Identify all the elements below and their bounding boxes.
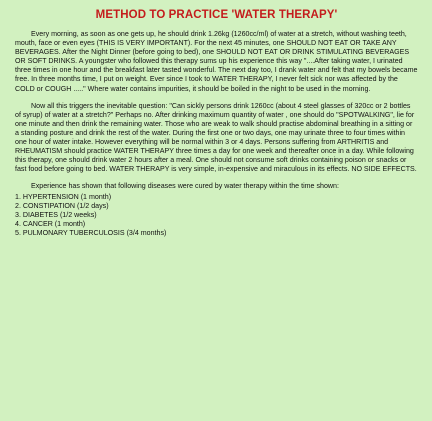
list-item: 4. CANCER (1 month) (15, 219, 86, 228)
list-item: 2. CONSTIPATION (1/2 days) (15, 201, 109, 210)
paragraph-experience: Experience has shown that following diseases were cured by water therapy within the time shown: (31, 182, 339, 191)
list-item: 3. DIABETES (1/2 weeks) (15, 210, 97, 219)
cured-diseases-list (15, 193, 418, 238)
paragraph-sickly-persons: Now all this triggers the inevitable question: "Can sickly persons drink 1260cc (about 4 steel glasses of 320cc or 2 bottles of syrup) of water at a stretch?" Perhaps no. After drinking maximum quantity of water , one should do "SPOTWALKING", lie for one minute and then drink the remaining water. Those who are weak to walk should practise abdominal breathing in a sitting or a standing posture and drink the rest of the water. During the first one or two days, one may urinate three to four times within one hour of water intake. However everything will be normal within 3 or 4 days. Persons suffering from ARTHRITIS and RHEUMATISM should practice WATER THERAPY three times a day for one week and thereafter once in a day. While following this therapy, one should drink water 2 hours after a meal. One should not consume soft drinks containing poison or snacks or fast food before going to bed. WATER THERAPY is very simple, in-expensive and miraculous in its effects. NO SIDE EFFECTS. (15, 101, 417, 174)
list-item: 1. HYPERTENSION (1 month) (15, 192, 112, 201)
paragraph-morning-routine: Every morning, as soon as one gets up, he should drink 1.26kg (1260cc/ml) of water at a stretch, without washing teeth, mouth, face or even eyes (THIS IS VERY IMPORTANT). For the next 45 minutes, one SHOULD NOT EAT OR TAKE ANY BEVERAGES. After the Night Dinner (before going to bed), one SHOULD NOT EAT OR DRINK STIMULATING BEVERAGES OR SOFT DRINKS. A youngster who followed this therapy sums up his experience this way "....After taking water, I urinated three times in one hour and the breakfast later tasted wonderful. The next day too, I drank water and felt that my bowels became free. In three months time, I put on weight. Ever since I took to WATER THERAPY, I never felt sick nor was affected by the COLD or COUGH ....." Where water contains impurities, it should be boiled in the night to be used in the morning. (15, 30, 418, 93)
list-item: 5. PULMONARY TUBERCULOSIS (3/4 months) (15, 228, 167, 237)
page-title: METHOD TO PRACTICE 'WATER THERAPY' (95, 9, 338, 21)
